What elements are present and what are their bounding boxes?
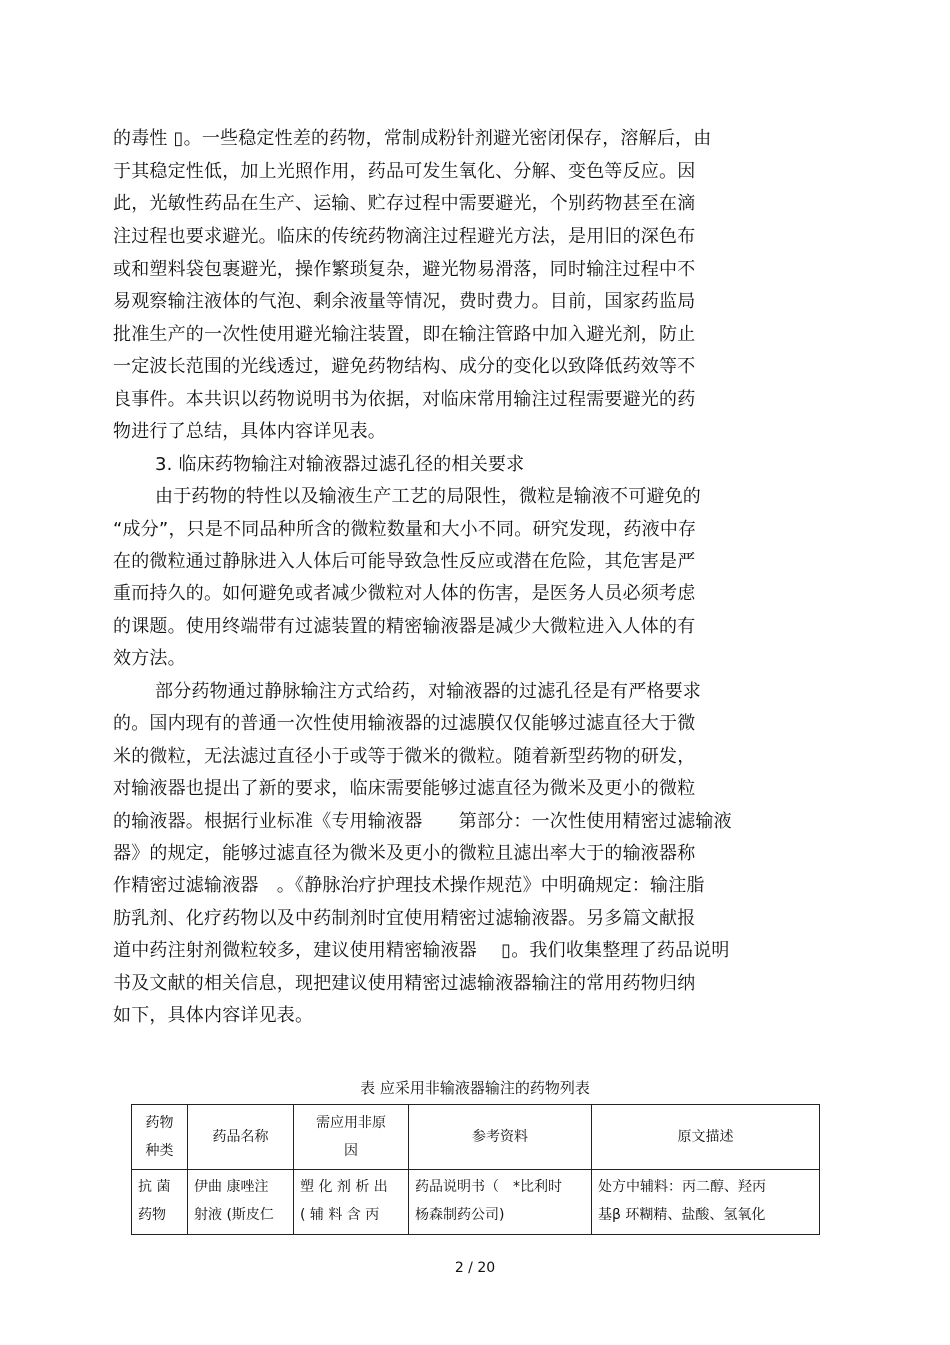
table-cell bbox=[592, 1170, 820, 1235]
cell-text: 药品名称 bbox=[212, 1129, 269, 1145]
text-line: 的。国内现有的普通一次性使用输液器的过滤膜仅仅能够过滤直径大于微 bbox=[113, 713, 696, 734]
text-line: 米的微粒，无法滤过直径小于或等于微米的微粒。随着新型药物的研发， bbox=[113, 746, 696, 767]
text-line: 肪乳剂、化疗药物以及中药制剂时宜使用精密过滤输液器。另多篇文献报 bbox=[113, 908, 696, 929]
cell-text: 种类 bbox=[145, 1143, 174, 1159]
cell-text: ( 辅 料 含 丙 bbox=[300, 1207, 380, 1223]
cell-text: 参考资料 bbox=[472, 1129, 528, 1145]
cell-text: 射液 (斯皮仁 bbox=[194, 1207, 274, 1223]
text-line: 在的微粒通过静脉进入人体后可能导致急性反应或潜在危险，其危害是严 bbox=[113, 551, 696, 572]
text-line: 器》的规定，能够过滤直径为微米及更小的微粒且滤出率大于的输液器称 bbox=[113, 843, 696, 864]
table-row bbox=[132, 1170, 820, 1235]
cell-text: 需应用非原 bbox=[316, 1115, 386, 1131]
text-line: 注过程也要求避光。临床的传统药物滴注过程避光方法，是用旧的深色布 bbox=[113, 226, 696, 247]
table-header-cell bbox=[132, 1105, 188, 1170]
table-cell bbox=[132, 1170, 188, 1235]
text-line: 如下，具体内容详见表。 bbox=[113, 1005, 314, 1026]
table-cell bbox=[188, 1170, 294, 1235]
cell-text: 药品说明书（ *比利时 bbox=[415, 1179, 562, 1195]
text-line: 批准生产的一次性使用避光输注装置，即在输注管路中加入避光剂，防止 bbox=[113, 324, 696, 345]
table-header-cell bbox=[409, 1105, 592, 1170]
cell-text: 抗 菌 bbox=[138, 1179, 171, 1195]
page-number: 2 / 20 bbox=[454, 1260, 496, 1276]
text-line: 书及文献的相关信息，现把建议使用精密过滤输液器输注的常用药物归纳 bbox=[113, 973, 696, 994]
text-line: 3. 临床药物输注对输液器过滤孔径的相关要求 bbox=[155, 454, 525, 475]
table-header-cell bbox=[592, 1105, 820, 1170]
text-line: 由于药物的特性以及输液生产工艺的局限性，微粒是输液不可避免的 bbox=[155, 486, 701, 507]
text-line: 此，光敏性药品在生产、运输、贮存过程中需要避光，个别药物甚至在滴 bbox=[113, 193, 696, 214]
cell-text: 基β 环糊精、盐酸、氢氧化 bbox=[598, 1207, 766, 1223]
cell-text: 处方中辅料：丙二醇、羟丙 bbox=[598, 1179, 766, 1195]
text-line: 效方法。 bbox=[113, 648, 186, 669]
text-line: 重而持久的。如何避免或者减少微粒对人体的伤害，是医务人员必须考虑 bbox=[113, 583, 696, 604]
text-line: 易观察输注液体的气泡、剩余液量等情况，费时费力。目前，国家药监局 bbox=[113, 291, 696, 312]
table-header-cell bbox=[294, 1105, 409, 1170]
table-header-row bbox=[132, 1105, 820, 1170]
text-line: “成分”，只是不同品种所含的微粒数量和大小不同。研究发现，药液中存 bbox=[113, 519, 697, 540]
text-line: 的输液器。根据行业标准《专用输液器 第部分：一次性使用精密过滤输液 bbox=[113, 811, 732, 832]
text-line: 部分药物通过静脉输注方式给药，对输液器的过滤孔径是有严格要求 bbox=[155, 681, 701, 702]
text-line: 的毒性 ▯。一些稳定性差的药物，常制成粉针剂避光密闭保存，溶解后，由 bbox=[113, 128, 712, 149]
text-line: 或和塑料袋包裹避光，操作繁琐复杂，避光物易滑落，同时输注过程中不 bbox=[113, 259, 696, 280]
text-line: 物进行了总结，具体内容详见表。 bbox=[113, 421, 386, 442]
text-line: 作精密过滤输液器 。《静脉治疗护理技术操作规范》中明确规定：输注脂 bbox=[113, 875, 705, 896]
text-line: 道中药注射剂微粒较多，建议使用精密输液器 ▯。我们收集整理了药品说明 bbox=[113, 940, 730, 961]
text-line: 于其稳定性低，加上光照作用，药品可发生氧化、分解、变色等反应。因 bbox=[113, 161, 696, 182]
text-line: 的课题。使用终端带有过滤装置的精密输液器是减少大微粒进入人体的有 bbox=[113, 616, 696, 637]
text-line: 一定波长范围的光线透过，避免药物结构、成分的变化以致降低药效等不 bbox=[113, 356, 696, 377]
drug-table bbox=[131, 1104, 820, 1235]
cell-text: 杨森制药公司) bbox=[415, 1207, 505, 1223]
table-header-cell bbox=[188, 1105, 294, 1170]
cell-text: 伊曲 康唑注 bbox=[194, 1179, 269, 1195]
cell-text: 因 bbox=[344, 1143, 358, 1159]
table-cell bbox=[294, 1170, 409, 1235]
table-caption: 表 应采用非输液器输注的药物列表 bbox=[360, 1079, 590, 1097]
cell-text: 药物 bbox=[145, 1115, 174, 1131]
cell-text: 塑 化 剂 析 出 bbox=[300, 1179, 388, 1195]
text-line: 对输液器也提出了新的要求，临床需要能够过滤直径为微米及更小的微粒 bbox=[113, 778, 696, 799]
cell-text: 药物 bbox=[138, 1207, 166, 1223]
table-cell bbox=[409, 1170, 592, 1235]
text-line: 良事件。本共识以药物说明书为依据，对临床常用输注过程需要避光的药 bbox=[113, 389, 696, 410]
cell-text: 原文描述 bbox=[677, 1129, 734, 1145]
